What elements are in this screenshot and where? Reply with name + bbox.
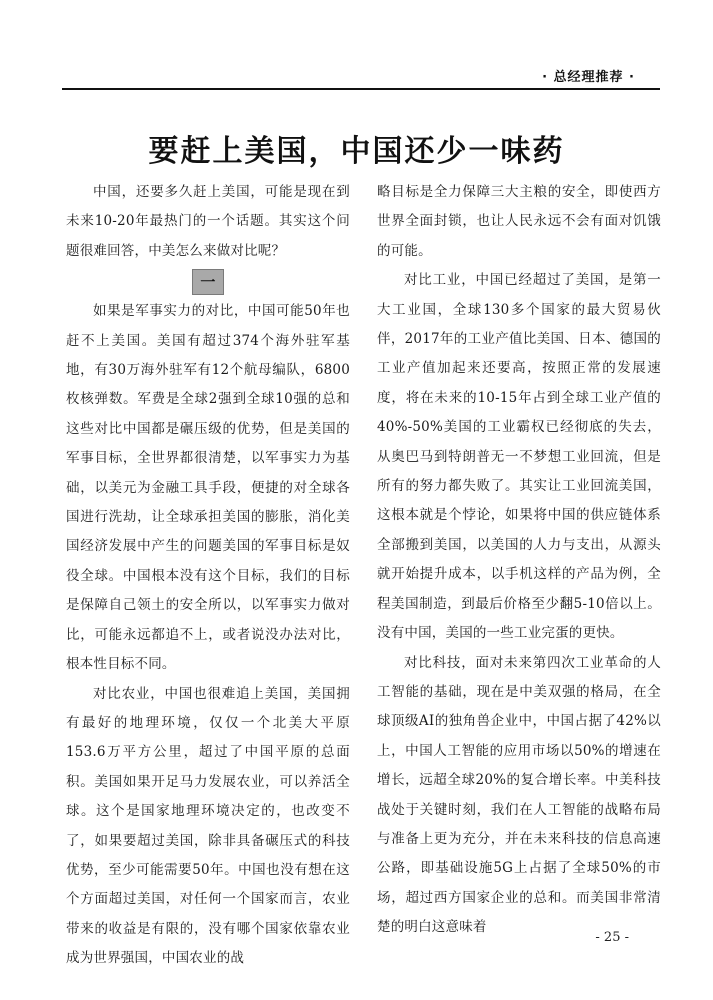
paragraph-technology: 对比科技，面对未来第四次工业革命的人工智能的基础，现在是中美双强的格局，在全球顶级AI的独角兽企业中，中国占据了42%以上，中国人工智能的应用市场以50%的增速在增长，远超全球20%的复合增长率。中美科技战处于关键时刻，我们在人工智能的战略布局与准备上更为充分，并在未来科技的信息高速公路，即基础设施5G上占据了全球50%的市场，超过西方国家企业的总和。而美国非常清楚的明白这意味着	[377, 654, 661, 936]
article-title: 要赶上美国，中国还少一味药	[148, 134, 565, 169]
left-column	[66, 178, 350, 974]
paragraph-intro: 中国，还要多久赶上美国，可能是现在到未来10-20年最热门的一个话题。其实这个问题很难回答，中美怎么来做对比呢？	[66, 184, 350, 259]
paragraph-agriculture-continued	[377, 178, 661, 266]
paragraph-agriculture-part1: 对比农业，中国也很难追上美国，美国拥有最好的地理环境，仅仅一个北美大平原153.6万平方公里，超过了中国平原的总面积。美国如果开足马力发展农业，可以养活全球。这个是国家地理环境决定的，也改变不了，如果要超过美国，除非具备碾压式的科技优势，至少可能需要50年。中国也没有想在这个方面超过美国，对任何一个国家而言，农业带来的收益是有限的，没有哪个国家依靠农业成为世界强国，中国农业的战	[66, 685, 350, 967]
right-column	[377, 178, 661, 943]
page-number: - 25 -	[595, 930, 629, 945]
section-marker: 一	[192, 269, 224, 295]
section-tag: · 总经理推荐 ·	[542, 70, 635, 85]
header-divider	[62, 88, 660, 90]
paragraph-industry: 对比工业，中国已经超过了美国，是第一大工业国，全球130多个国家的最大贸易伙伴，2017年的工业产值比美国、日本、德国的工业产值加起来还要高，按照正常的发展速度，将在未来的10-15年占到全球工业产值的40%-50%美国的工业霸权已经彻底的失去，从奥巴马到特朗普无一不梦想工业回流，但是所有的努力都失败了。其实让工业回流美国，这根本就是个悖论，如果将中国的供应链体系全部搬到美国，以美国的人力与支出，从源头就开始提升成本，以手机这样的产品为例，全程美国制造，到最后价格至少翻5-10倍以上。没有中国，美国的一些工业完蛋的更快。	[377, 272, 661, 642]
paragraph-agriculture-part2: 略目标是全力保障三大主粮的安全，即使西方世界全面封锁，也让人民永远不会有面对饥饿的可能。	[377, 184, 661, 259]
paragraph-military: 如果是军事实力的对比，中国可能50年也赶不上美国。美国有超过374个海外驻军基地，有30万海外驻军有12个航母编队，6800枚核弹数。军费是全球2强到全球10强的总和这些对比中国都是碾压级的优势，但是美国的军事目标，全世界都很清楚，以军事实力为基础，以美元为金融工具手段，便捷的对全球各国进行洗劫，让全球承担美国的膨胀，消化美国经济发展中产生的问题美国的军事目标是奴役全球。中国根本没有这个目标，我们的目标是保障自己领土的安全所以，以军事实力做对比，可能永远都追不上，或者说没办法对比，根本性目标不同。	[66, 303, 350, 673]
paragraph-agriculture	[66, 680, 350, 974]
